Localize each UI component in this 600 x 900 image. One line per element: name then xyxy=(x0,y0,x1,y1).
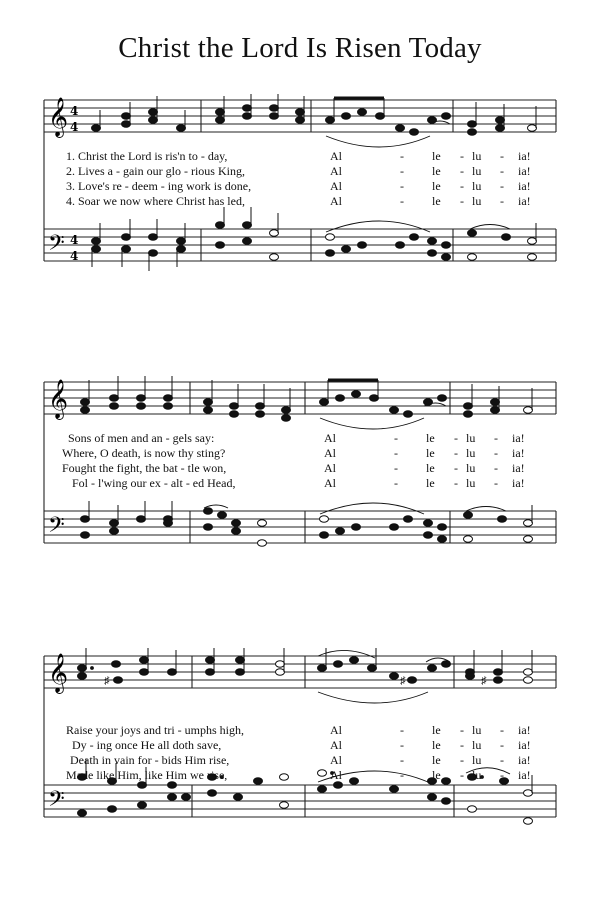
verse-4-line: Fol - l'wing our ex - alt - ed Head, xyxy=(72,476,236,490)
alleluia-syllable: ia! xyxy=(518,738,531,752)
alleluia-syllable: - xyxy=(460,194,464,208)
alleluia-syllable: ia! xyxy=(512,446,525,460)
alleluia-syllable: - xyxy=(460,738,464,752)
svg-text:♯: ♯ xyxy=(400,675,406,687)
alleluia-syllable: - xyxy=(460,149,464,163)
system-3 xyxy=(0,648,600,848)
alleluia-syllable: Al xyxy=(330,149,342,163)
verse-2-line: 2. Lives a - gain our glo - rious King, xyxy=(66,164,245,178)
alleluia-syllable: lu xyxy=(472,768,482,782)
alleluia-syllable: le xyxy=(426,461,435,475)
verse-4-line: Made like Him, like Him we rise, xyxy=(66,768,228,782)
alleluia-syllable: - xyxy=(454,446,458,460)
alleluia-syllable: lu xyxy=(466,476,476,490)
svg-text:♯: ♯ xyxy=(481,675,487,687)
bass-clef-icon: 𝄢 xyxy=(48,787,65,817)
alleluia-syllable: le xyxy=(432,738,441,752)
alleluia-syllable: ia! xyxy=(518,753,531,767)
slurs xyxy=(204,403,506,514)
alleluia-syllable: - xyxy=(394,461,398,475)
system-2 xyxy=(0,374,600,554)
svg-text:♯: ♯ xyxy=(104,675,110,687)
alleluia-syllable: - xyxy=(500,738,504,752)
time-sig-top-bass: 4 xyxy=(70,233,79,247)
alleluia-syllable: Al xyxy=(330,768,342,782)
alleluia-syllable: lu xyxy=(472,149,482,163)
treble-clef-icon: 𝄞 xyxy=(48,653,69,693)
alleluia-syllable: - xyxy=(394,431,398,445)
alleluia-syllable: Al xyxy=(324,446,336,460)
alleluia-syllable: le xyxy=(432,753,441,767)
bass-staff xyxy=(44,785,556,817)
treble-staff xyxy=(44,100,556,132)
alleluia-syllable: le xyxy=(432,723,441,737)
alleluia-syllable: - xyxy=(400,149,404,163)
alleluia-syllable: lu xyxy=(472,164,482,178)
alleluia-syllable: - xyxy=(500,179,504,193)
alleluia-syllable: Al xyxy=(330,179,342,193)
alleluia-syllable: - xyxy=(400,753,404,767)
time-sig-top: 4 xyxy=(70,104,79,118)
alleluia-syllable: Al xyxy=(330,723,342,737)
alleluia-syllable: - xyxy=(454,431,458,445)
alleluia-syllable: ia! xyxy=(512,461,525,475)
treble-clef-icon: 𝄞 xyxy=(48,379,69,419)
alleluia-syllable: le xyxy=(426,431,435,445)
alleluia-syllable: - xyxy=(460,164,464,178)
verse-3-line: Death in vain for - bids Him rise, xyxy=(70,753,230,767)
alleluia-syllable: lu xyxy=(472,753,482,767)
alleluia-syllable: - xyxy=(500,194,504,208)
alleluia-syllable: - xyxy=(460,768,464,782)
slurs xyxy=(326,121,510,232)
alleluia-syllable: - xyxy=(400,768,404,782)
bass-clef-icon: 𝄢 xyxy=(48,231,65,261)
alleluia-syllable: Al xyxy=(324,461,336,475)
alleluia-syllable: Al xyxy=(330,738,342,752)
alleluia-syllable: le xyxy=(432,164,441,178)
alleluia-syllable: - xyxy=(494,446,498,460)
alleluia-syllable: le xyxy=(426,476,435,490)
alleluia-syllable: Al xyxy=(324,476,336,490)
alleluia-syllable: lu xyxy=(466,431,476,445)
alleluia-syllable: Al xyxy=(324,431,336,445)
alleluia-syllable: le xyxy=(432,149,441,163)
treble-notes xyxy=(81,376,533,421)
alleluia-syllable: lu xyxy=(472,179,482,193)
alleluia-syllable: - xyxy=(494,431,498,445)
bass-clef-icon: 𝄢 xyxy=(48,513,65,543)
alleluia-syllable: ia! xyxy=(518,164,531,178)
alleluia-syllable: - xyxy=(400,194,404,208)
alleluia-syllable: - xyxy=(400,738,404,752)
treble-staff xyxy=(44,656,556,688)
verse-2-line: Where, O death, is now thy sting? xyxy=(62,446,226,460)
bass-staff xyxy=(44,511,556,543)
alleluia-syllable: ia! xyxy=(512,431,525,445)
alleluia-syllable: le xyxy=(426,446,435,460)
alleluia-syllable: lu xyxy=(466,461,476,475)
alleluia-syllable: - xyxy=(500,768,504,782)
alleluia-syllable: - xyxy=(460,723,464,737)
alleluia-syllable: ia! xyxy=(518,768,531,782)
alleluia-syllable: - xyxy=(494,476,498,490)
alleluia-syllable: ia! xyxy=(518,179,531,193)
alleluia-syllable: - xyxy=(500,149,504,163)
verse-1-line: Raise your joys and tri - umphs high, xyxy=(66,723,244,737)
alleluia-syllable: lu xyxy=(466,446,476,460)
alleluia-syllable: le xyxy=(432,179,441,193)
bass-notes xyxy=(81,501,533,546)
alleluia-syllable: - xyxy=(454,461,458,475)
alleluia-syllable: - xyxy=(460,753,464,767)
time-sig-bottom: 4 xyxy=(70,120,79,134)
verse-1-line: 1. Christ the Lord is ris'n to - day, xyxy=(66,149,228,163)
alleluia-syllable: ia! xyxy=(518,194,531,208)
verse-1-line: Sons of men and an - gels say: xyxy=(68,431,215,445)
alleluia-syllable: - xyxy=(454,476,458,490)
alleluia-syllable: - xyxy=(500,753,504,767)
alleluia-syllable: Al xyxy=(330,753,342,767)
verse-3-line: 3. Love's re - deem - ing work is done, xyxy=(66,179,252,193)
alleluia-syllable: lu xyxy=(472,723,482,737)
alleluia-syllable: le xyxy=(432,194,441,208)
alleluia-syllable: - xyxy=(400,179,404,193)
alleluia-syllable: - xyxy=(460,179,464,193)
alleluia-syllable: le xyxy=(432,768,441,782)
treble-clef-icon: 𝄞 xyxy=(48,97,69,137)
alleluia-syllable: ia! xyxy=(518,723,531,737)
alleluia-syllable: - xyxy=(394,476,398,490)
verse-3-line: Fought the fight, the bat - tle won, xyxy=(62,461,227,475)
alleluia-syllable: - xyxy=(400,723,404,737)
verse-4-line: 4. Soar we now where Christ has led, xyxy=(66,194,245,208)
hymn-title: Christ the Lord Is Risen Today xyxy=(118,32,482,64)
alleluia-syllable: ia! xyxy=(512,476,525,490)
alleluia-syllable: - xyxy=(494,461,498,475)
treble-staff xyxy=(44,382,556,414)
verse-2-line: Dy - ing once He all doth save, xyxy=(72,738,222,752)
alleluia-syllable: ia! xyxy=(518,149,531,163)
alleluia-syllable: Al xyxy=(330,194,342,208)
alleluia-syllable: lu xyxy=(472,194,482,208)
system-1 xyxy=(0,92,600,272)
alleluia-syllable: lu xyxy=(472,738,482,752)
alleluia-syllable: - xyxy=(400,164,404,178)
alleluia-syllable: Al xyxy=(330,164,342,178)
alleluia-syllable: - xyxy=(500,164,504,178)
alleluia-syllable: - xyxy=(394,446,398,460)
alleluia-syllable: - xyxy=(500,723,504,737)
bass-staff xyxy=(44,229,556,261)
time-sig-bottom-bass: 4 xyxy=(70,249,79,263)
